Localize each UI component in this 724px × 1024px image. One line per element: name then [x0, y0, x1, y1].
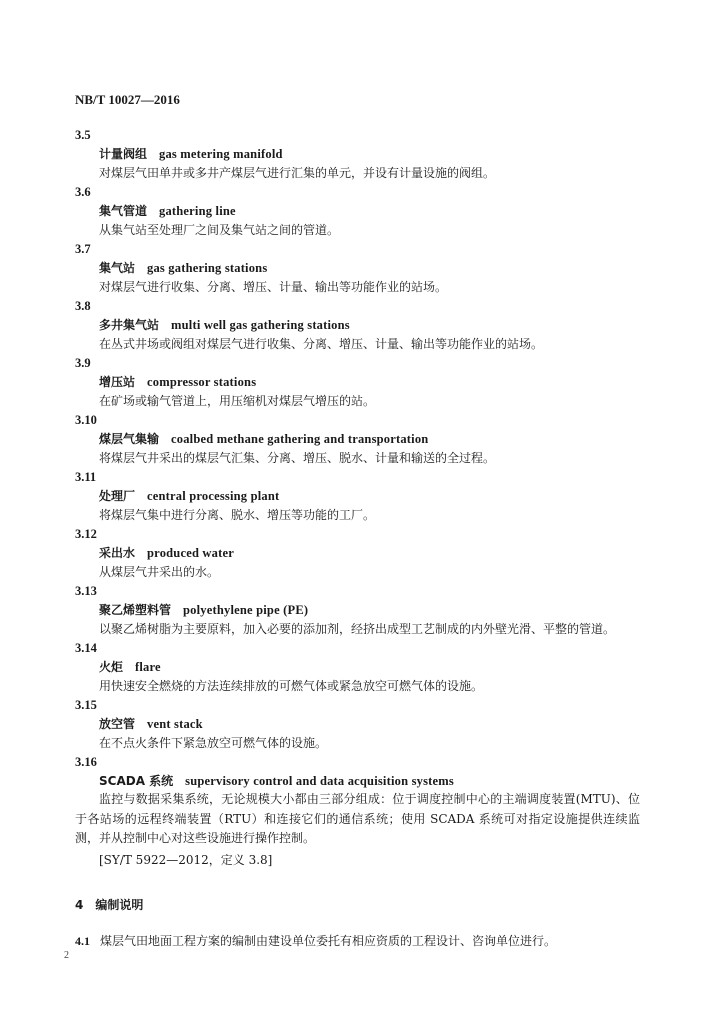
- clause-text: 煤层气田地面工程方案的编制由建设单位委托有相应资质的工程设计、咨询单位进行。: [100, 934, 557, 948]
- term-heading: [99, 258, 665, 277]
- section-heading: 4 编制说明: [75, 898, 144, 912]
- term-chinese: 多井集气站: [99, 318, 160, 332]
- term-entry: [75, 354, 665, 411]
- term-english: supervisory control and data acquisition systems: [185, 774, 454, 788]
- term-definition: 在矿场或输气管道上，用压缩机对煤层气增压的站。: [99, 394, 376, 408]
- term-chinese: SCADA 系统: [99, 774, 174, 788]
- term-chinese: 火炬: [99, 660, 124, 674]
- term-definition: 将煤层气井采出的煤层气汇集、分离、增压、脱水、计量和输送的全过程。: [99, 451, 496, 465]
- term-heading: [99, 144, 665, 163]
- clause-number: 3.10: [75, 413, 97, 427]
- term-entry: [75, 582, 665, 639]
- term-english: vent stack: [147, 717, 203, 731]
- terms-list: [75, 126, 665, 871]
- term-chinese: 集气管道: [99, 204, 148, 218]
- term-definition: 从煤层气井采出的水。: [99, 565, 220, 579]
- term-chinese: 聚乙烯塑料管: [99, 603, 172, 617]
- standard-number-header: NB/T 10027—2016: [75, 92, 180, 107]
- clause-number: 3.14: [75, 641, 97, 655]
- clause-number: 3.8: [75, 299, 91, 313]
- term-entry: [75, 183, 665, 240]
- term-entry-scada: [75, 753, 665, 871]
- clause-number: 3.9: [75, 356, 91, 370]
- term-entry: [75, 696, 665, 753]
- term-definition: 监控与数据采集系统，无论规模大小都由三部分组成：位于调度控制中心的主端调度装置(MTU)、位于各站场的远程终端装置（RTU）和连接它们的通信系统；使用 SCADA 系统可对指定设施提供连续监测，并从控制中心对这些设施进行操作控制。: [75, 792, 640, 845]
- term-english: gas gathering stations: [147, 261, 268, 275]
- clause-number: 3.16: [75, 755, 97, 769]
- clause-number: 3.5: [75, 128, 91, 142]
- term-definition: 对煤层气田单井或多井产煤层气进行汇集的单元，并设有计量设施的阀组。: [99, 166, 496, 180]
- term-reference: [SY/T 5922—2012，定义 3.8]: [99, 852, 273, 867]
- term-entry: [75, 126, 665, 183]
- term-entry: [75, 639, 665, 696]
- term-heading: [99, 315, 665, 334]
- term-definition: 从集气站至处理厂之间及集气站之间的管道。: [99, 223, 340, 237]
- clause-number: 4.1: [75, 934, 90, 948]
- term-entry: [75, 525, 665, 582]
- term-chinese: 煤层气集输: [99, 432, 160, 446]
- term-heading: [99, 657, 665, 676]
- term-definition: 对煤层气进行收集、分离、增压、计量、输出等功能作业的站场。: [99, 280, 448, 294]
- term-heading: [99, 543, 665, 562]
- term-english: polyethylene pipe (PE): [183, 603, 309, 617]
- term-english: flare: [135, 660, 161, 674]
- term-heading: [99, 429, 665, 448]
- term-definition: 用快速安全燃烧的方法连续排放的可燃气体或紧急放空可燃气体的设施。: [99, 679, 484, 693]
- term-heading: [99, 771, 665, 790]
- term-english: compressor stations: [147, 375, 257, 389]
- term-definition: 将煤层气集中进行分离、脱水、增压等功能的工厂。: [99, 508, 376, 522]
- clause-number: 3.7: [75, 242, 91, 256]
- clause-number: 3.12: [75, 527, 97, 541]
- term-heading: [99, 372, 665, 391]
- term-heading: [99, 600, 665, 619]
- term-heading: [99, 486, 665, 505]
- clause-number: 3.13: [75, 584, 97, 598]
- term-chinese: 计量阀组: [99, 147, 148, 161]
- term-definition: 在不点火条件下紧急放空可燃气体的设施。: [99, 736, 328, 750]
- clause-number: 3.11: [75, 470, 97, 484]
- term-definition: 在丛式井场或阀组对煤层气进行收集、分离、增压、计量、输出等功能作业的站场。: [99, 337, 544, 351]
- term-definition: 以聚乙烯树脂为主要原料，加入必要的添加剂，经挤出成型工艺制成的内外壁光滑、平整的管道。: [99, 622, 616, 636]
- term-chinese: 采出水: [99, 546, 136, 560]
- term-chinese: 集气站: [99, 261, 136, 275]
- page-number: 2: [64, 950, 69, 961]
- term-entry: [75, 468, 665, 525]
- term-entry: [75, 240, 665, 297]
- term-english: multi well gas gathering stations: [171, 318, 350, 332]
- term-heading: [99, 201, 665, 220]
- term-entry: [75, 411, 665, 468]
- term-english: gas metering manifold: [159, 147, 283, 161]
- clause-4-1: [75, 932, 556, 949]
- term-english: central processing plant: [147, 489, 280, 503]
- term-english: produced water: [147, 546, 234, 560]
- term-chinese: 处理厂: [99, 489, 136, 503]
- term-english: coalbed methane gathering and transportation: [171, 432, 429, 446]
- clause-number: 3.15: [75, 698, 97, 712]
- term-entry: [75, 297, 665, 354]
- term-heading: [99, 714, 665, 733]
- term-chinese: 放空管: [99, 717, 136, 731]
- term-english: gathering line: [159, 204, 236, 218]
- clause-number: 3.6: [75, 185, 91, 199]
- term-chinese: 增压站: [99, 375, 136, 389]
